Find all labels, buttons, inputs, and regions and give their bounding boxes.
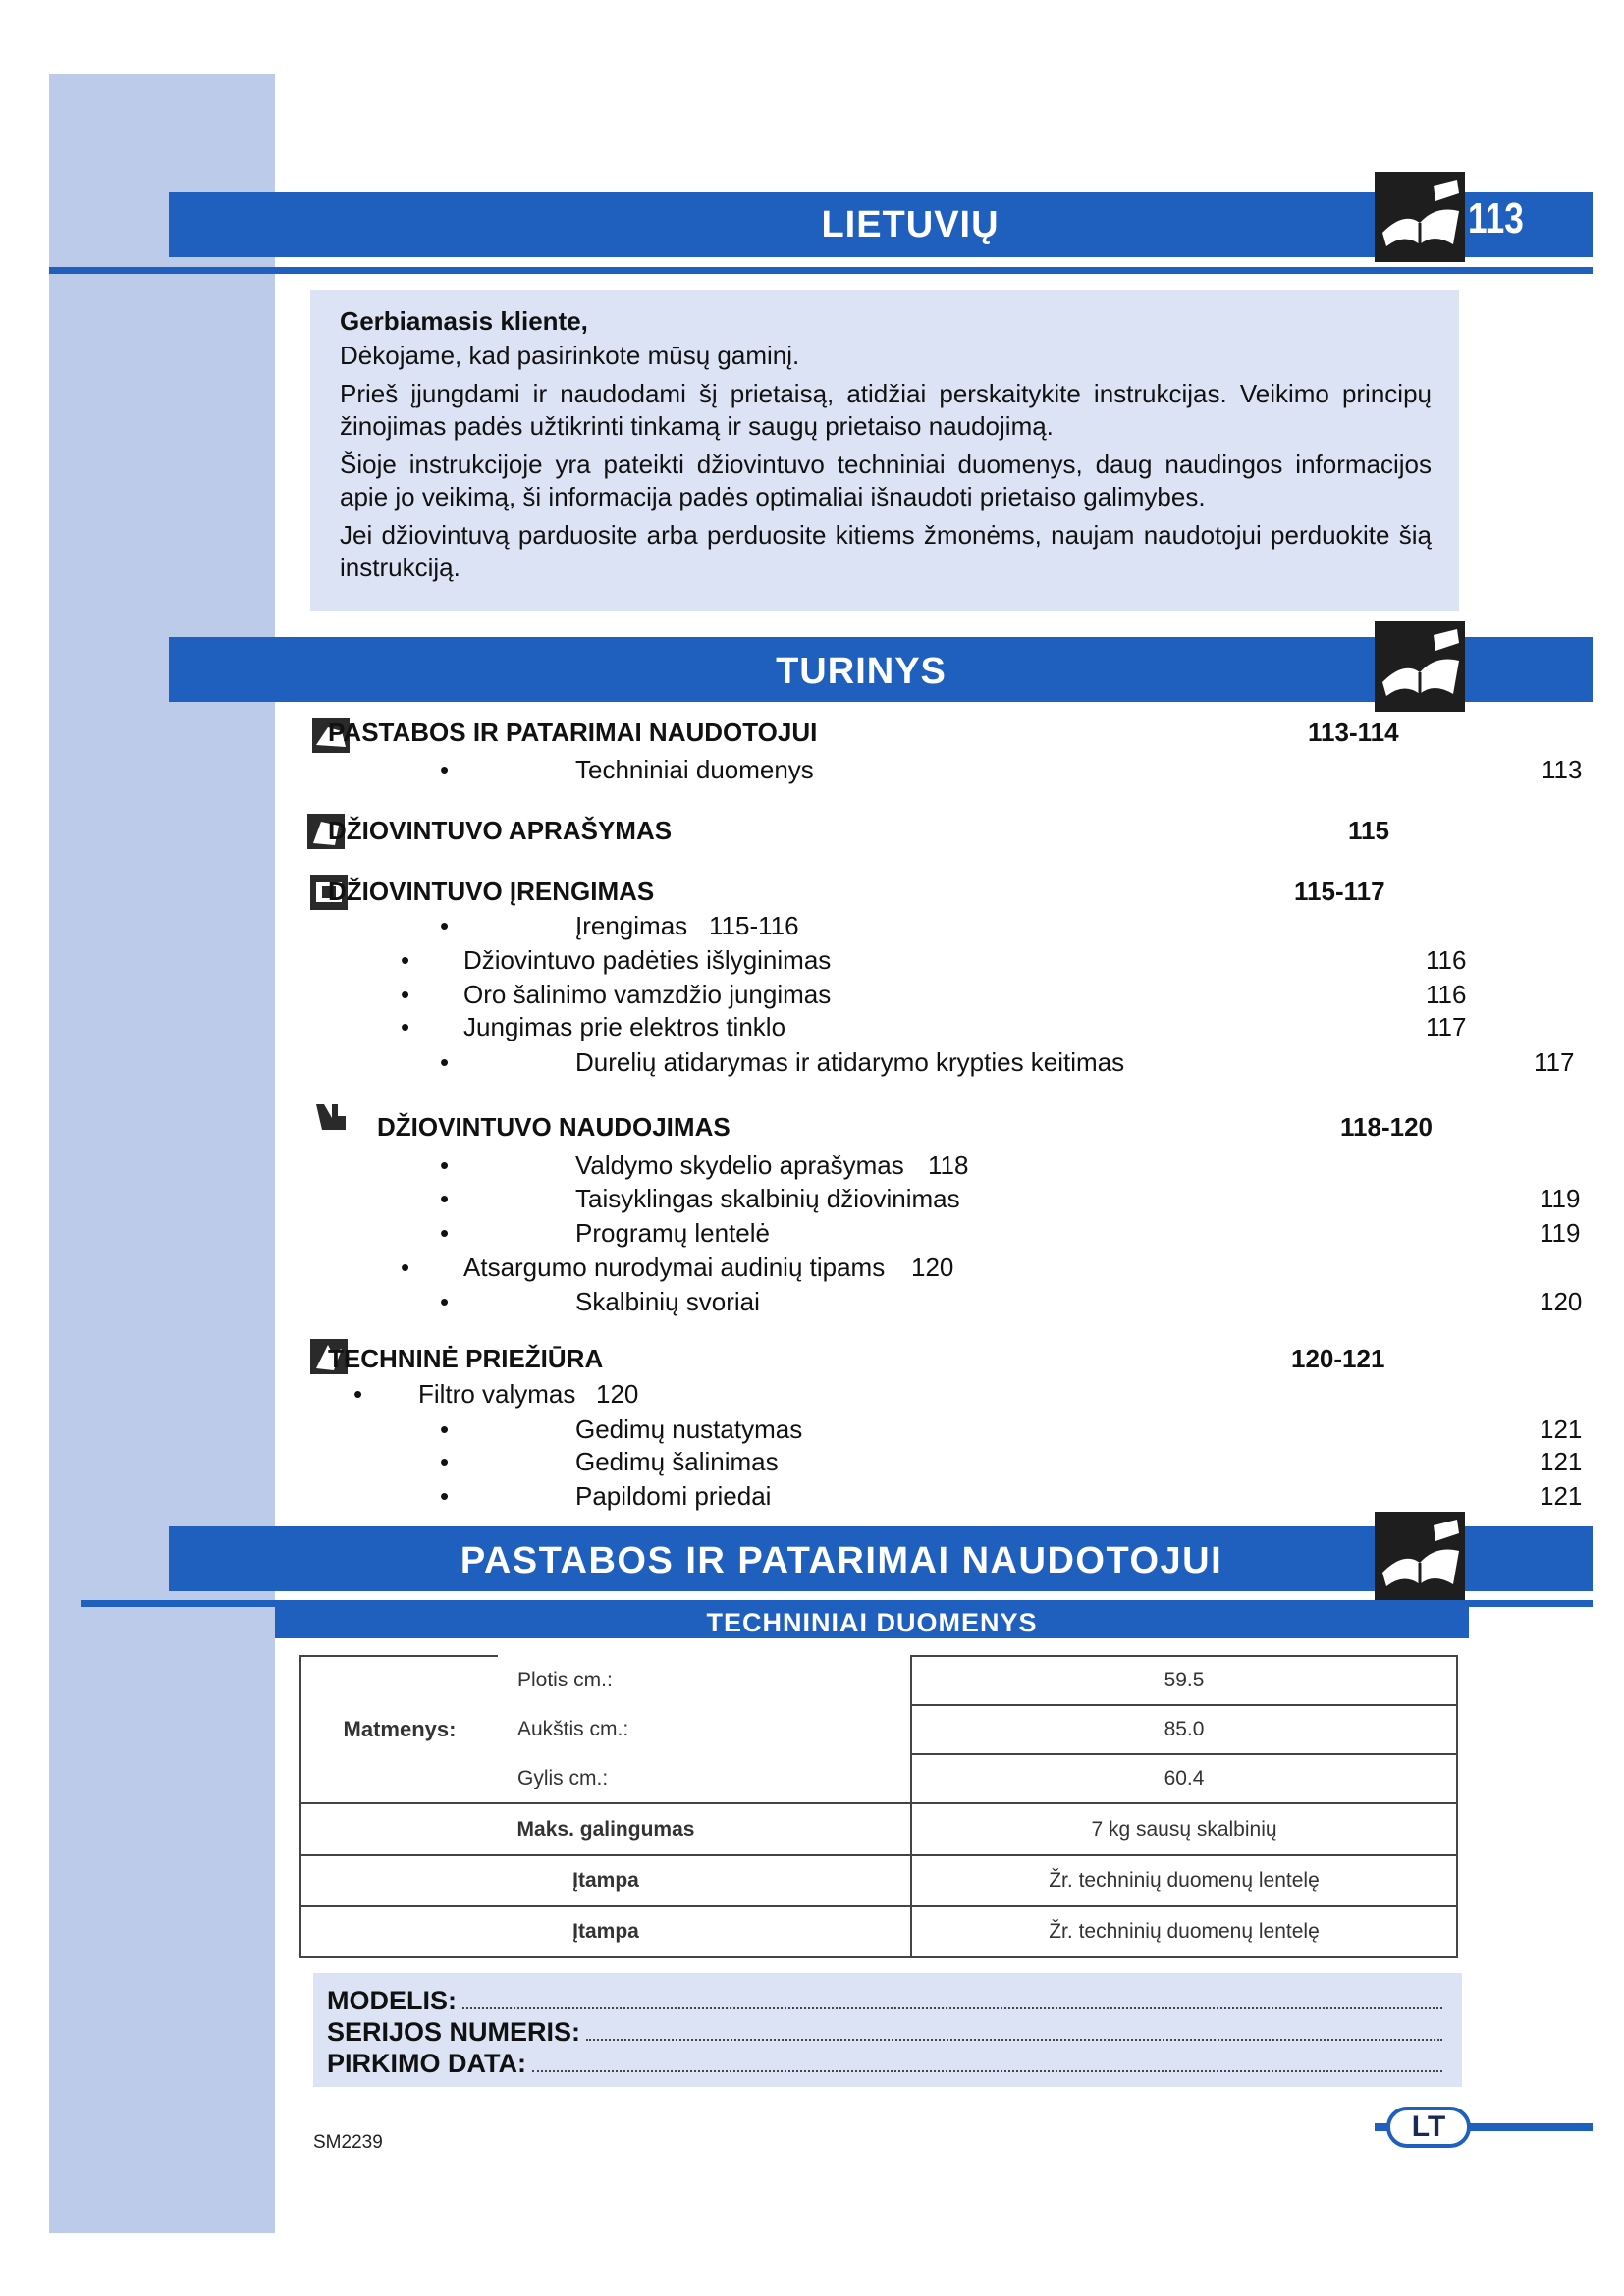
spec-label: Maks. galingumas xyxy=(300,1803,911,1854)
bullet: • xyxy=(440,1481,450,1511)
toc-section-label: TECHNINĖ PRIEŽIŪRA xyxy=(328,1344,604,1373)
notes-title: PASTABOS IR PATARIMAI NAUDOTOJUI xyxy=(460,1540,1223,1581)
spec-label: Gylis cm.: xyxy=(498,1754,911,1803)
bullet: • xyxy=(440,1047,450,1077)
toc-item-pages: 117 xyxy=(1426,1012,1467,1041)
bullet: • xyxy=(440,911,450,940)
toc-item-pages: 116 xyxy=(1426,945,1467,975)
spec-value: 59.5 xyxy=(911,1656,1457,1705)
toc-title: TURINYS xyxy=(776,651,947,692)
toc-item-pages: 113 xyxy=(1542,755,1583,784)
table-row xyxy=(300,1906,1457,1957)
toc-item-label: Programų lentelė xyxy=(575,1218,770,1248)
bullet: • xyxy=(440,1415,450,1444)
table-row xyxy=(300,1656,1457,1705)
bullet: • xyxy=(401,980,410,1009)
tech-data-title: TECHNINIAI DUOMENYS xyxy=(706,1608,1038,1637)
book-icon xyxy=(1375,172,1465,262)
bullet: • xyxy=(440,755,450,784)
model-row xyxy=(327,1985,1442,2016)
toc-item-label: Filtro valymas xyxy=(418,1379,576,1409)
bullet: • xyxy=(440,1218,450,1248)
language-badge xyxy=(1386,2107,1471,2148)
toc-item-label: Taisyklingas skalbinių džiovinimas xyxy=(575,1184,960,1213)
bullet: • xyxy=(401,1012,410,1041)
serial-dotted-line xyxy=(586,2019,1442,2041)
toc-item-pages: 116 xyxy=(1426,980,1467,1009)
table-row xyxy=(300,1803,1457,1854)
purchase-date-label: PIRKIMO DATA: xyxy=(327,2049,526,2078)
spec-label: Įtampa xyxy=(300,1855,911,1906)
model-label: MODELIS: xyxy=(327,1986,457,2015)
toc-section-pages: 120-121 xyxy=(1291,1344,1385,1373)
header-underline xyxy=(49,267,1593,274)
left-sidebar xyxy=(49,74,275,2233)
language-badge-text: LT xyxy=(1411,2110,1446,2143)
language-title: LIETUVIŲ xyxy=(821,204,1000,245)
dimensions-label: Matmenys: xyxy=(300,1656,498,1803)
spec-value: 60.4 xyxy=(911,1754,1457,1803)
tech-data-banner xyxy=(275,1607,1469,1638)
purchase-date-dotted-line xyxy=(532,2051,1442,2072)
bullet: • xyxy=(353,1379,363,1409)
toc-item-label: Oro šalinimo vamzdžio jungimas xyxy=(463,980,832,1009)
intro-paragraph: Prieš įjungdami ir naudodami šį prietaisą, atidžiai perskaitykite instrukcijas. Veikimo principų žinojimas padės užtikrinti tinkamą ir saugų prietaiso naudojimą. xyxy=(340,379,1432,441)
serial-label: SERIJOS NUMERIS: xyxy=(327,2017,581,2047)
toc-item-pages: 119 xyxy=(1540,1184,1581,1213)
toc-item-pages: 120 xyxy=(1540,1287,1583,1316)
toc-section-pages: 115 xyxy=(1348,816,1389,845)
table-row xyxy=(300,1855,1457,1906)
notes-underline xyxy=(81,1600,1593,1607)
toc-item-label: Atsargumo nurodymai audinių tipams xyxy=(463,1253,886,1282)
spec-value: Žr. techninių duomenų lentelę xyxy=(911,1855,1457,1906)
bullet: • xyxy=(440,1287,450,1316)
intro-paragraph: Šioje instrukcijoje yra pateikti džiovintuvo techniniai duomenys, daug naudingos informacijos apie jo veikimą, ši informacija padės optimaliai išnaudoti prietaiso galimybes. xyxy=(340,450,1432,511)
toc-item-pages: 121 xyxy=(1540,1415,1583,1444)
toc-section-pages: 118-120 xyxy=(1340,1112,1433,1142)
intro-paragraph: Jei džiovintuvą parduosite arba perduosite kitiems žmonėms, naujam naudotojui perduokite šią instrukciją. xyxy=(340,520,1432,582)
toc-item-label: Techniniai duomenys xyxy=(575,755,814,784)
toc-item-pages: 120 xyxy=(911,1253,954,1282)
toc-item-pages: 118 xyxy=(928,1150,969,1180)
toc-item-label: Jungimas prie elektros tinklo xyxy=(463,1012,786,1041)
spec-label: Aukštis cm.: xyxy=(498,1705,911,1754)
toc-item-label: Džiovintuvo padėties išlyginimas xyxy=(463,945,832,975)
toc-item-label: Papildomi priedai xyxy=(575,1481,772,1511)
spec-label: Įtampa xyxy=(300,1906,911,1957)
model-info-box xyxy=(313,1973,1462,2087)
bullet: • xyxy=(440,1447,450,1476)
toc-item-pages: 121 xyxy=(1540,1447,1583,1476)
serial-row xyxy=(327,2016,1442,2048)
toc-item-label: Įrengimas xyxy=(575,911,688,940)
model-dotted-line xyxy=(462,1988,1442,2009)
toc-item-label: Gedimų nustatymas xyxy=(575,1415,803,1444)
toc-section-pages: 113-114 xyxy=(1308,718,1399,747)
intro-box xyxy=(310,290,1459,611)
toc-item-pages: 119 xyxy=(1540,1218,1581,1248)
intro-paragraph: Dėkojame, kad pasirinkote mūsų gaminį. xyxy=(340,341,800,370)
page-number: 113 xyxy=(1468,194,1524,242)
toc-section-label: DŽIOVINTUVO NAUDOJIMAS xyxy=(377,1112,731,1142)
hand-usage-icon xyxy=(312,1098,350,1134)
bullet: • xyxy=(440,1150,450,1180)
bullet: • xyxy=(440,1184,450,1213)
bullet: • xyxy=(401,1253,410,1282)
spec-label: Plotis cm.: xyxy=(498,1656,911,1705)
toc-item-pages: 117 xyxy=(1534,1047,1575,1077)
toc-section-pages: 115-117 xyxy=(1294,877,1385,906)
intro-greeting: Gerbiamasis kliente, xyxy=(340,306,588,336)
spec-table xyxy=(299,1655,1458,1958)
toc-item-label: Skalbinių svoriai xyxy=(575,1287,760,1316)
toc-item-pages: 120 xyxy=(596,1379,639,1409)
book-icon xyxy=(1375,621,1465,712)
toc-item-pages: 121 xyxy=(1540,1481,1583,1511)
spec-value: 7 kg sausų skalbinių xyxy=(911,1803,1457,1854)
toc-item-pages: 115-116 xyxy=(709,911,799,940)
toc-item-label: Durelių atidarymas ir atidarymo krypties keitimas xyxy=(575,1047,1125,1077)
book-icon xyxy=(1375,1512,1465,1602)
language-banner xyxy=(169,192,1426,257)
toc-section-label: DŽIOVINTUVO ĮRENGIMAS xyxy=(328,877,655,906)
spec-value: Žr. techninių duomenų lentelę xyxy=(911,1906,1457,1957)
document-code: SM2239 xyxy=(313,2132,383,2153)
toc-item-label: Gedimų šalinimas xyxy=(575,1447,779,1476)
toc-item-label: Valdymo skydelio aprašymas xyxy=(575,1150,904,1180)
toc-section-label: DŽIOVINTUVO APRAŠYMAS xyxy=(328,816,673,845)
bullet: • xyxy=(401,945,410,975)
toc-section-label: PASTABOS IR PATARIMAI NAUDOTOJUI xyxy=(328,718,818,747)
purchase-date-row xyxy=(327,2048,1442,2079)
spec-value: 85.0 xyxy=(911,1705,1457,1754)
